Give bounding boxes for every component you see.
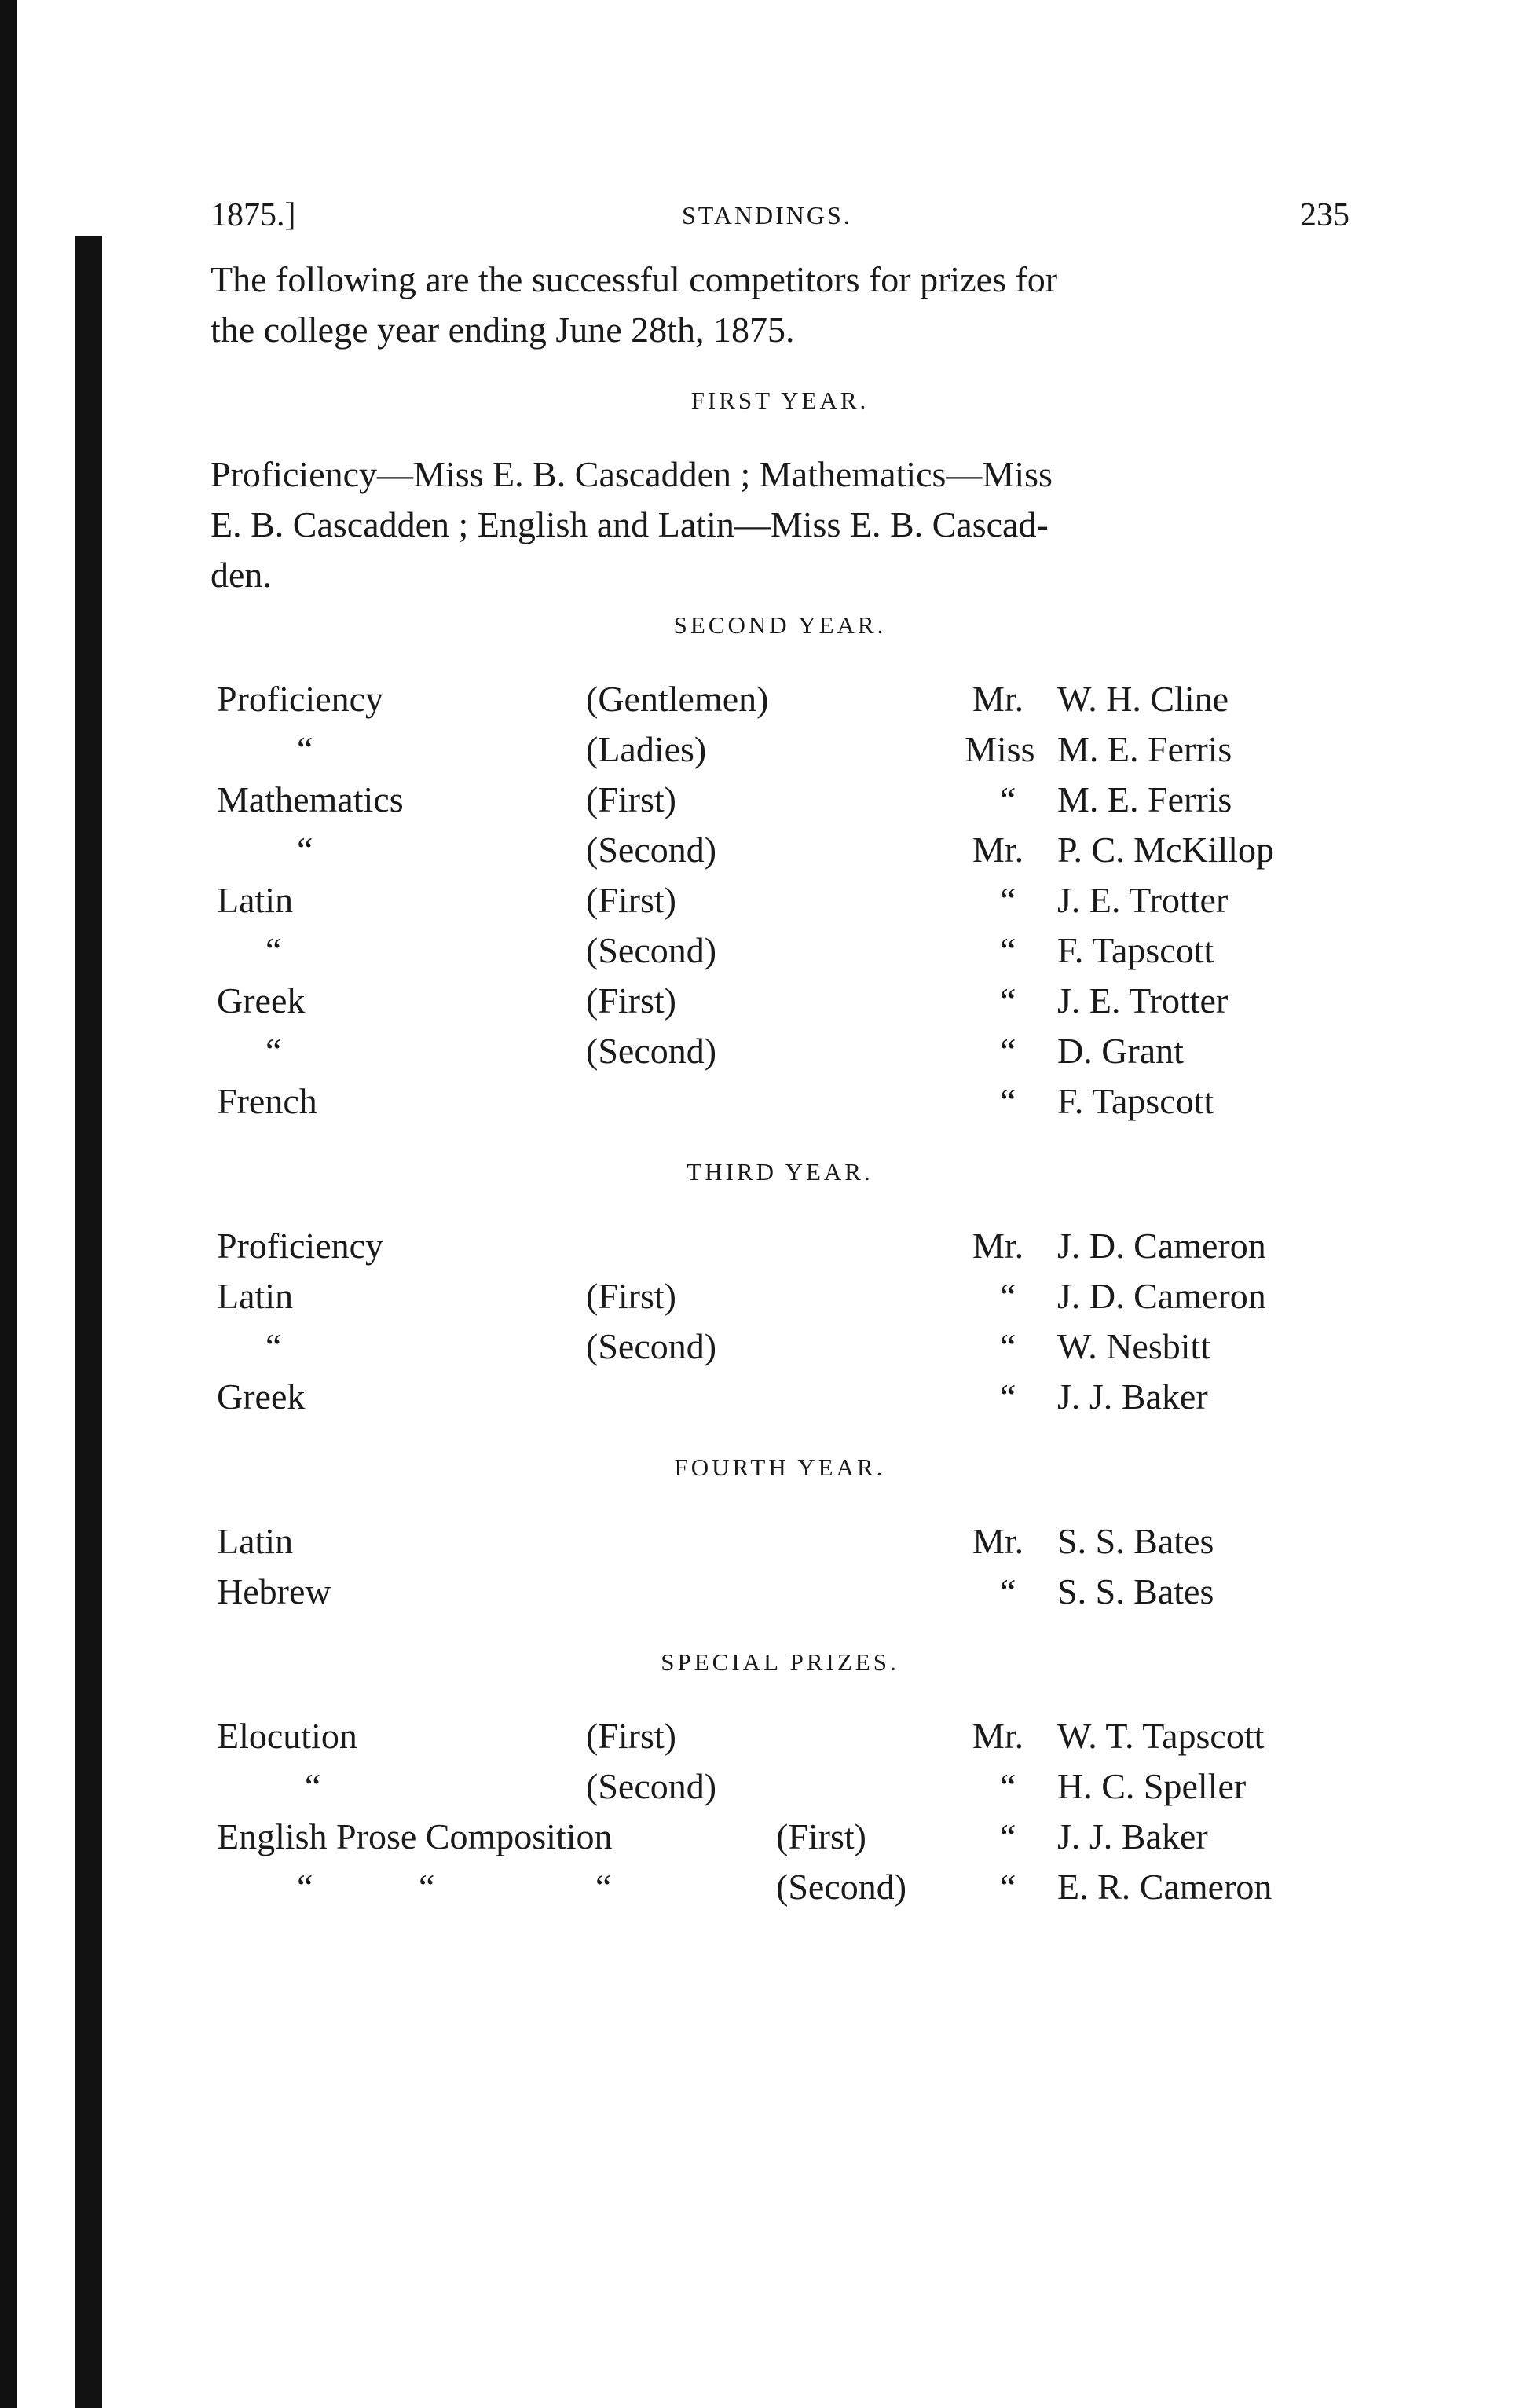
title-cell: Mr. [972,1226,1024,1266]
table-row [211,976,1349,1026]
table-row [211,1711,1349,1761]
title-cell: “ [1000,1276,1016,1316]
title-cell: “ [1000,880,1016,920]
winner-cell: W. T. Tapscott [1057,1716,1265,1756]
subject-cell: “ [297,729,313,769]
subject-cell: Mathematics [217,779,404,819]
winner-cell: S. S. Bates [1057,1571,1214,1611]
division-cell: (First) [586,1716,676,1756]
special-prizes-heading: SPECIAL PRIZES. [661,1648,899,1676]
winner-cell: P. C. McKillop [1057,830,1275,870]
subject-cell: English Prose Composition [217,1816,613,1856]
division-cell: (Gentlemen) [586,679,769,719]
third-year-heading: THIRD YEAR. [687,1158,873,1186]
division-cell: (Second) [586,830,717,870]
subject-ditto-cell: “ [595,1867,612,1907]
division-cell: (Second) [776,1867,907,1907]
table-row [211,1026,1349,1076]
winner-cell: J. J. Baker [1057,1376,1208,1417]
table-row [211,1761,1349,1812]
table-row [211,1271,1349,1321]
winner-cell: W. Nesbitt [1057,1326,1211,1366]
subject-cell: “ [265,1031,282,1071]
page-number: 235 [1300,197,1349,233]
page-binding-edge [0,0,17,2408]
subject-cell: Proficiency [217,679,384,719]
table-row [211,1812,1349,1862]
second-year-heading: SECOND YEAR. [673,611,887,639]
subject-cell: “ [297,830,313,870]
table-row [211,1221,1349,1271]
subject-cell: Latin [217,1521,294,1561]
running-head-title: STANDINGS. [682,201,852,229]
title-cell: “ [1000,930,1016,970]
title-cell: “ [1000,1081,1016,1121]
first-year-line-2: E. B. Cascadden ; English and Latin—Miss E. B. Cascad- [211,504,1049,544]
winner-cell: W. H. Cline [1057,679,1229,719]
division-cell: (First) [586,779,676,819]
division-cell: (First) [586,1276,676,1316]
table-row [211,1372,1349,1422]
first-year-line-3: den. [211,555,272,595]
winner-cell: E. R. Cameron [1057,1867,1272,1907]
third-year-table [211,1221,1349,1422]
winner-cell: S. S. Bates [1057,1521,1214,1561]
intro-line-1: The following are the successful competitors for prizes for [211,259,1058,299]
winner-cell: D. Grant [1057,1031,1184,1071]
winner-cell: F. Tapscott [1057,1081,1214,1121]
title-cell: “ [1000,1571,1016,1611]
title-cell: Mr. [972,679,1024,719]
title-cell: “ [1000,1376,1016,1417]
title-cell: Miss [965,729,1035,769]
document-page [211,181,1349,1912]
division-cell: (First) [586,980,676,1021]
title-cell: Mr. [972,1716,1024,1756]
title-cell: “ [1000,1766,1016,1806]
division-cell: (Second) [586,930,717,970]
fourth-year-heading: FOURTH YEAR. [674,1453,886,1481]
winner-cell: M. E. Ferris [1057,729,1232,769]
subject-cell: French [217,1081,317,1121]
second-year-table [211,674,1349,1127]
table-row [211,875,1349,925]
table-row [211,825,1349,875]
intro-paragraph [211,255,1349,355]
table-row [211,1516,1349,1567]
intro-line-2: the college year ending June 28th, 1875. [211,310,795,350]
table-row [211,1862,1349,1912]
fourth-year-table [211,1516,1349,1617]
division-cell: (First) [776,1816,866,1856]
table-row [211,1567,1349,1617]
table-row [211,674,1349,724]
winner-cell: J. D. Cameron [1057,1226,1266,1266]
title-cell: “ [1000,1326,1016,1366]
subject-cell: Latin [217,880,294,920]
title-cell: “ [1000,1031,1016,1071]
winner-cell: J. E. Trotter [1057,980,1229,1021]
division-cell: (Second) [586,1326,717,1366]
division-cell: (Ladies) [586,729,707,769]
subject-ditto-cell: “ [419,1867,435,1907]
subject-cell: “ [265,930,282,970]
title-cell: “ [1000,779,1016,819]
special-prizes-table [211,1711,1349,1912]
title-cell: Mr. [972,830,1024,870]
table-row [211,775,1349,825]
title-cell: “ [1000,1867,1016,1907]
subject-cell: Greek [217,1376,306,1417]
division-cell: (Second) [586,1031,717,1071]
subject-cell: Hebrew [217,1571,331,1611]
division-cell: (Second) [586,1766,717,1806]
title-cell: Mr. [972,1521,1024,1561]
subject-cell: “ [265,1326,282,1366]
table-row [211,724,1349,775]
title-cell: “ [1000,1816,1016,1856]
winner-cell: J. E. Trotter [1057,880,1229,920]
winner-cell: J. J. Baker [1057,1816,1208,1856]
running-head [211,181,1349,244]
subject-cell: “ [297,1867,313,1907]
subject-cell: Proficiency [217,1226,384,1266]
winner-cell: H. C. Speller [1057,1766,1247,1806]
division-cell: (First) [586,880,676,920]
title-cell: “ [1000,980,1016,1021]
subject-cell: Latin [217,1276,294,1316]
winner-cell: F. Tapscott [1057,930,1214,970]
first-year-heading: FIRST YEAR. [690,387,870,414]
running-head-year: 1875.] [211,197,296,233]
table-row [211,925,1349,976]
subject-cell: “ [305,1766,321,1806]
winner-cell: J. D. Cameron [1057,1276,1266,1316]
first-year-paragraph [211,449,1349,600]
winner-cell: M. E. Ferris [1057,779,1232,819]
table-row [211,1321,1349,1372]
subject-cell: Elocution [217,1716,357,1756]
first-year-line-1: Proficiency—Miss E. B. Cascadden ; Mathematics—Miss [211,454,1053,494]
subject-cell: Greek [217,980,306,1021]
table-row [211,1076,1349,1127]
page-gutter-shadow [75,236,102,2408]
